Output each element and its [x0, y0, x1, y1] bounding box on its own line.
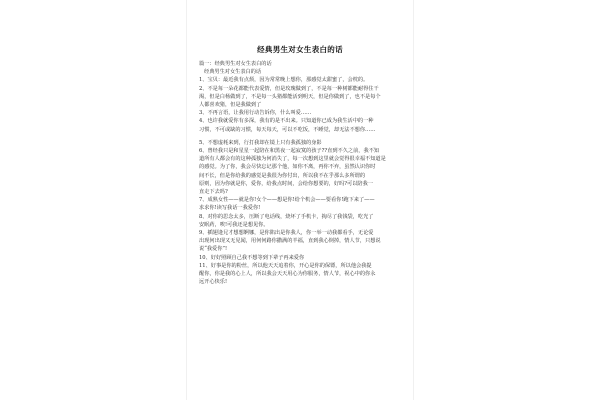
text-line: 远开心快乐!: [199, 279, 228, 286]
text-line: 原则，因为你就是你，爱你，给我点时间，会给你想要的，好吗?可以陪我一: [199, 180, 373, 187]
document-title: 经典男生对女生表白的话: [257, 45, 343, 54]
text-line: 8、对你的思念太多，压断了电话线，烧坏了手机卡，掏尽了我钱袋，吃光了: [199, 213, 374, 220]
text-line: 渴，但是白杨做到了，不是每一头猪都能活到明天，但是你做到了，也不是每个: [199, 93, 381, 100]
text-line: 间不长，但是你给我的感觉是我很为你付出，所以我不在乎那么多所谓的: [199, 172, 366, 179]
subheading: 经典男生对女生表白的话: [204, 69, 262, 76]
text-line: 9、插翅逢兄才想想婀娜，是你陷出是你我人，你一举一动我都看手，无论爱: [199, 230, 374, 237]
text-line: 11、好事是你的粉丝，所以他天天追着你，开心是你的保镖，所以他会我提: [199, 262, 372, 269]
text-line: 道所有人都会有的这种孤独为何消失了，每一次想到这里就会觉得很幸福不知道是: [199, 156, 386, 163]
text-line: 7、成熟女性——就是你!女个——想是你!给个机会——要看你!跑下来了——: [199, 197, 375, 204]
section-heading: 篇一：经典男生对女生表白的话: [199, 61, 272, 67]
text-line: 求求你!读写我话一我爱你!: [199, 205, 261, 212]
text-line: 1、宝贝：最近我有点烦，因为常常晚上想你，那感觉太甜蜜了，会枕的。: [199, 77, 369, 84]
text-line: 说“我爱你”!: [199, 246, 228, 253]
text-line: 3、不再言语，让我用行动告诉你，什么叫爱……: [199, 110, 312, 117]
text-line: 习惯，不可或缺的习惯，每天每天，可以不吃饭，不睡觉，却无法不想你……: [199, 126, 376, 133]
text-line: 6、曾经我只是和星星一起陪在和黑夜一起寂寞的孩子??直到不久之前，我不知: [199, 148, 380, 155]
text-line: 5、不想虚耗来到，行打我却在镜上只有我孤独的身影: [199, 139, 322, 146]
text-line: 醒你，你是我的心上人，所以我会天天用心为你服务，情人节，祝心中的你永: [199, 271, 376, 278]
text-line: 安眠药，唉!可我还是想见你。: [199, 221, 269, 228]
text-line: 2、不是每一朵花都能代表爱情，但是玫瑰做到了，不是每一种树都能耐得住干: [199, 85, 379, 92]
text-line: 出现何出现又无见闻，用何何路你撒满的羊福，直到我心倒掉，情人节，只想说: [199, 238, 381, 245]
text-line: 人都喜欢猪，但是我做到了: [199, 102, 262, 109]
document-body: [199, 60, 402, 286]
text-line: 4、也许我就爱你有多深，我有的是不出来。只知道你已成为我生活中的一种: [199, 118, 374, 125]
text-line: 10、好好照顾自己我不想等到下辈子再来爱你: [199, 254, 305, 261]
text-line: 的感觉。为了你，我会尽快忘记那个他，如你不离，再你不弃，虽然认识你时: [199, 164, 376, 171]
document-page: [187, 0, 413, 400]
text-line: 直走下去吗?: [199, 189, 228, 196]
